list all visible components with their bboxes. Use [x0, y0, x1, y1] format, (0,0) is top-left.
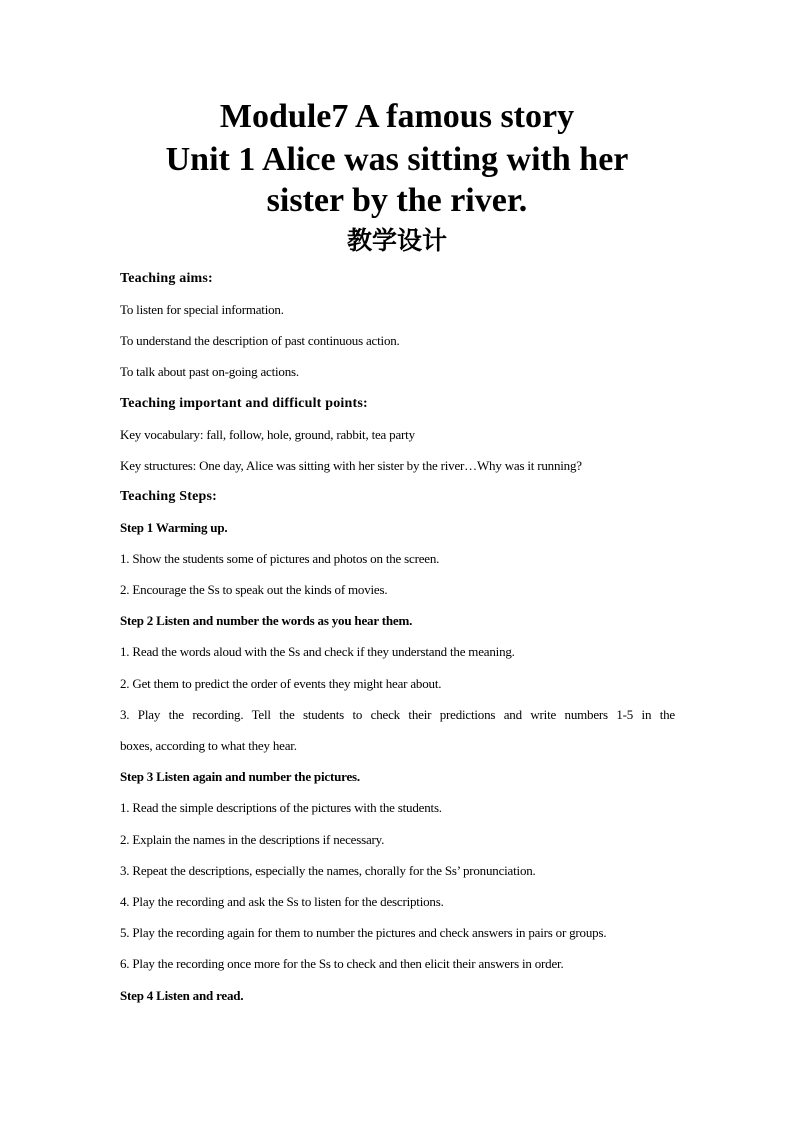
step-1-item: 2. Encourage the Ss to speak out the kinds of movies.	[120, 582, 388, 597]
step-3-item: 6. Play the recording once more for the Ss to check and then elicit their answers in order.	[120, 956, 564, 971]
step-2-item: 2. Get them to predict the order of events they might hear about.	[120, 676, 442, 691]
step-1-item: 1. Show the students some of pictures and photos on the screen.	[120, 551, 440, 566]
step-3-item: 1. Read the simple descriptions of the pictures with the students.	[120, 800, 442, 815]
step-3-item: 2. Explain the names in the descriptions if necessary.	[120, 832, 385, 847]
step-4-title: Step 4 Listen and read.	[120, 988, 244, 1003]
step-3-item: 5. Play the recording again for them to number the pictures and check answers in pairs or groups.	[120, 925, 607, 940]
step-1-title: Step 1 Warming up.	[120, 520, 228, 535]
important-points-heading: Teaching important and difficult points:	[120, 396, 368, 411]
document-title-line-1: Module7 A famous story	[219, 98, 575, 135]
document-title-line-3: sister by the river.	[266, 182, 528, 219]
teaching-aims-heading: Teaching aims:	[120, 271, 213, 286]
step-3-item: 4. Play the recording and ask the Ss to listen for the descriptions.	[120, 894, 444, 909]
teaching-aim-item: To understand the description of past continuous action.	[120, 333, 400, 348]
key-structures: Key structures: One day, Alice was sitting with her sister by the river…Why was it running?	[120, 458, 582, 473]
key-vocabulary: Key vocabulary: fall, follow, hole, ground, rabbit, tea party	[120, 427, 415, 442]
step-3-item: 3. Repeat the descriptions, especially the names, chorally for the Ss’ pronunciation.	[120, 863, 536, 878]
teaching-aim-item: To talk about past on-going actions.	[120, 364, 299, 379]
step-2-item: 1. Read the words aloud with the Ss and check if they understand the meaning.	[120, 644, 515, 659]
document-title-line-2: Unit 1 Alice was sitting with her	[165, 141, 629, 178]
teaching-aim-item: To listen for special information.	[120, 302, 284, 317]
step-2-title: Step 2 Listen and number the words as you hear them.	[120, 613, 413, 628]
step-2-item: 3. Play the recording. Tell the students to check their predictions and write numbers 1-5 in the	[120, 707, 675, 722]
document-subtitle: 教学设计	[346, 226, 447, 255]
teaching-steps-heading: Teaching Steps:	[120, 489, 218, 504]
step-3-title: Step 3 Listen again and number the pictures.	[120, 769, 360, 784]
step-2-item-continued: boxes, according to what they hear.	[120, 738, 297, 753]
